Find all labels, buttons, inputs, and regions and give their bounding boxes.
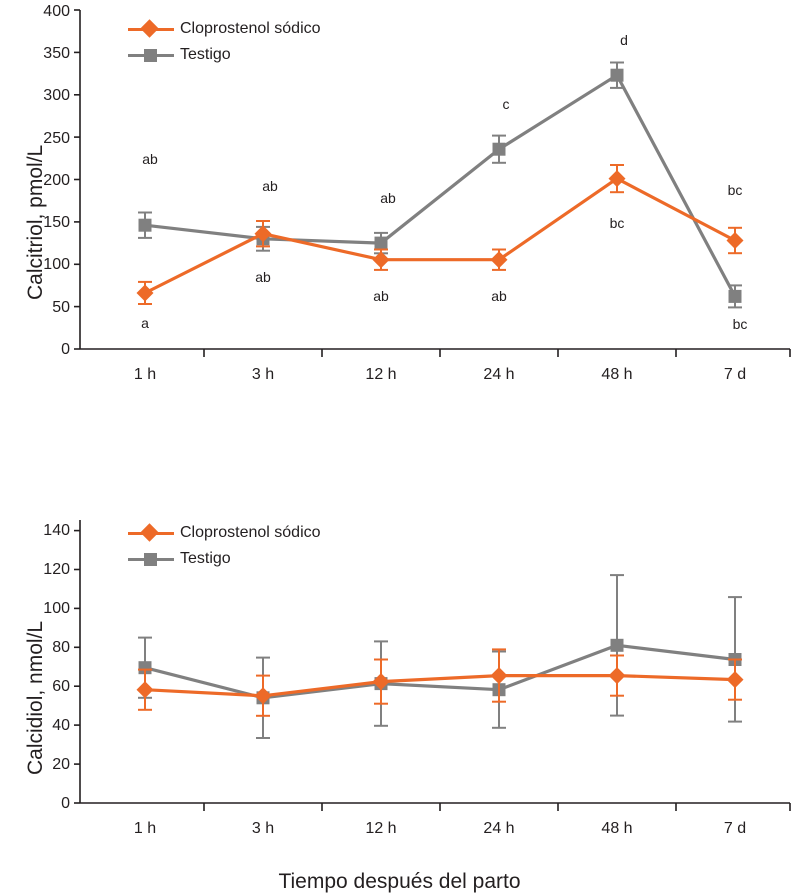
x-tick-label: 12 h bbox=[365, 366, 397, 383]
sig-letter-orange: ab bbox=[491, 288, 507, 304]
x-tick-label: 48 h bbox=[601, 820, 633, 837]
y-tick-label: 200 bbox=[43, 172, 70, 189]
x-tick-label: 7 d bbox=[723, 366, 747, 383]
y-tick-label: 150 bbox=[43, 214, 70, 231]
sig-letter-gray: bc bbox=[732, 316, 748, 332]
y-tick-label: 300 bbox=[43, 87, 70, 104]
y-tick-label: 0 bbox=[61, 341, 70, 358]
sig-letter-orange: ab bbox=[373, 288, 389, 304]
y-tick-label: 120 bbox=[43, 561, 70, 578]
sig-letter-gray: ab bbox=[142, 151, 158, 167]
x-tick-label: 1 h bbox=[133, 366, 157, 383]
y-tick-label: 50 bbox=[52, 299, 70, 316]
x-tick-label: 24 h bbox=[483, 820, 515, 837]
legend-label: Cloprostenol sódico bbox=[180, 524, 321, 541]
calcidiol-chart bbox=[0, 480, 799, 894]
x-tick-label: 3 h bbox=[251, 820, 275, 837]
x-tick-label: 1 h bbox=[133, 820, 157, 837]
y-tick-label: 20 bbox=[52, 756, 70, 773]
calcitriol-y-axis-label: Calcitriol, pmol/L bbox=[24, 144, 47, 300]
calcitriol-plot bbox=[0, 0, 799, 400]
y-tick-label: 0 bbox=[61, 795, 70, 812]
sig-letter-orange: bc bbox=[609, 215, 625, 231]
sig-letter-orange: ab bbox=[255, 269, 271, 285]
calcidiol-x-axis-label: Tiempo después del parto bbox=[278, 870, 521, 893]
sig-letter-orange: bc bbox=[727, 182, 743, 198]
y-tick-label: 100 bbox=[43, 256, 70, 273]
x-tick-label: 7 d bbox=[723, 820, 747, 837]
x-tick-label: 3 h bbox=[251, 366, 275, 383]
y-tick-label: 400 bbox=[43, 3, 70, 20]
x-tick-label: 24 h bbox=[483, 366, 515, 383]
legend-label: Cloprostenol sódico bbox=[180, 20, 321, 37]
y-tick-label: 140 bbox=[43, 522, 70, 539]
legend-label: Testigo bbox=[180, 550, 231, 567]
y-tick-label: 350 bbox=[43, 45, 70, 62]
y-tick-label: 250 bbox=[43, 130, 70, 147]
legend-label: Testigo bbox=[180, 46, 231, 63]
sig-letter-gray: c bbox=[502, 96, 510, 112]
sig-letter-orange: a bbox=[141, 315, 149, 331]
x-tick-label: 48 h bbox=[601, 366, 633, 383]
x-tick-label: 12 h bbox=[365, 820, 397, 837]
sig-letter-gray: ab bbox=[380, 190, 396, 206]
calcidiol-y-axis-label: Calcidiol, nmol/L bbox=[24, 620, 47, 775]
y-tick-label: 80 bbox=[52, 639, 70, 656]
calcidiol-plot bbox=[0, 480, 799, 894]
sig-letter-gray: d bbox=[620, 32, 628, 48]
calcitriol-chart bbox=[0, 0, 799, 400]
sig-letter-gray: ab bbox=[262, 178, 278, 194]
y-tick-label: 60 bbox=[52, 678, 70, 695]
y-tick-label: 100 bbox=[43, 600, 70, 617]
y-tick-label: 40 bbox=[52, 717, 70, 734]
